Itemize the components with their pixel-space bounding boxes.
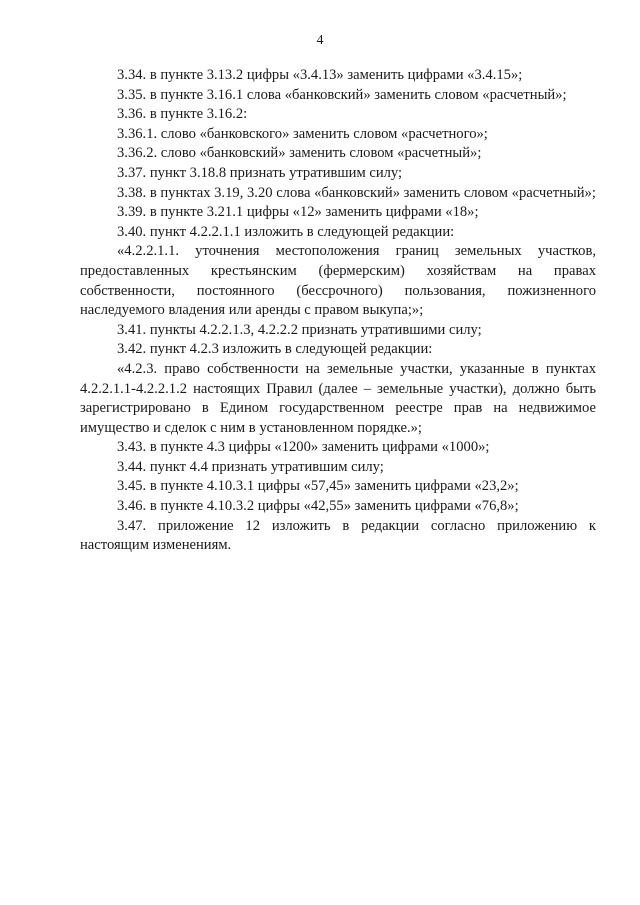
paragraph-3-36-2: 3.36.2. слово «банковский» заменить словом «расчетный»; [117, 145, 482, 162]
page-number: 4 [316, 33, 324, 48]
paragraph-3-40: 3.40. пункт 4.2.2.1.1 изложить в следующей редакции: [117, 223, 455, 240]
paragraph-3-47: 3.47. приложение 12 изложить в редакции согласно приложению к настоящим изменениям. [80, 517, 596, 554]
paragraph-3-42: 3.42. пункт 4.2.3 изложить в следующей редакции: [117, 341, 433, 358]
paragraph-3-41: 3.41. пункты 4.2.2.1.3, 4.2.2.2 признать утратившими силу; [117, 321, 482, 338]
paragraph-3-35: 3.35. в пункте 3.16.1 слова «банковский» заменить словом «расчетный»; [117, 86, 567, 103]
paragraph-3-37: 3.37. пункт 3.18.8 признать утратившим силу; [117, 164, 403, 181]
paragraph-3-34: 3.34. в пункте 3.13.2 цифры «3.4.13» заменить цифрами «3.4.15»; [117, 67, 523, 83]
quoted-text-4-2-2-1-1: «4.2.2.1.1. уточнения местоположения границ земельных участков, предоставленных крестьянским (фермерским) хозяйствам на правах собственности, постоянного (бессрочного) пользования, пожизненного наследуемого владения или аренды с правом выкупа;»; [80, 243, 596, 319]
quoted-text-4-2-3: «4.2.3. право собственности на земельные участки, указанные в пунктах 4.2.2.1.1-4.2.2.1.2 настоящих Правил (далее – земельные участки), должно быть зарегистрировано в Едином государственном реестре прав на недвижимое имущество и сделок с ним в установленном порядке.»; [80, 360, 596, 436]
paragraph-3-39: 3.39. в пункте 3.21.1 цифры «12» заменить цифрами «18»; [117, 204, 479, 221]
paragraph-3-44: 3.44. пункт 4.4 признать утратившим силу; [117, 458, 384, 475]
paragraph-3-43: 3.43. в пункте 4.3 цифры «1200» заменить цифрами «1000»; [117, 439, 490, 456]
paragraph-3-45: 3.45. в пункте 4.10.3.1 цифры «57,45» заменить цифрами «23,2»; [117, 478, 519, 495]
paragraph-3-46: 3.46. в пункте 4.10.3.2 цифры «42,55» заменить цифрами «76,8»; [117, 498, 519, 515]
paragraph-3-36: 3.36. в пункте 3.16.2: [117, 106, 248, 123]
amendments-text [80, 66, 596, 556]
paragraph-3-36-1: 3.36.1. слово «банковского» заменить словом «расчетного»; [117, 125, 488, 142]
paragraph-3-38: 3.38. в пунктах 3.19, 3.20 слова «банковский» заменить словом «расчетный»; [117, 184, 596, 201]
